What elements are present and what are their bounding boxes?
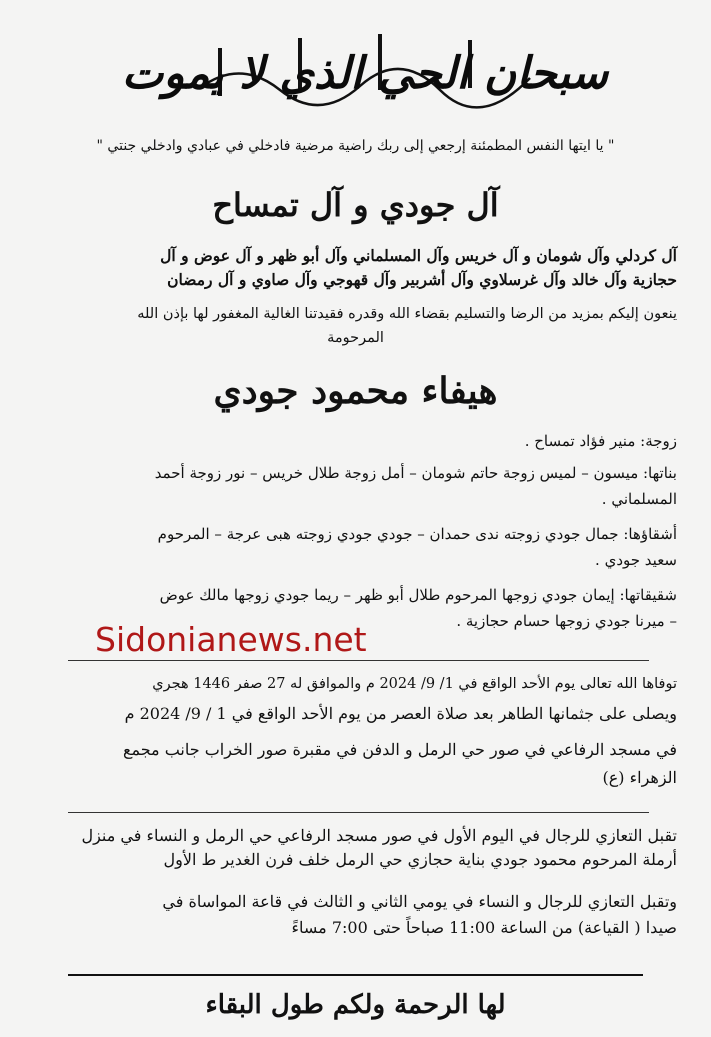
sisters-line-1: شقيقاتها: إيمان جودي زوجها المرحوم طلال أبو ظهر – ريما جودي زوجها مالك عوض — [159, 586, 677, 604]
mourning-line-2: المرحومة — [327, 330, 384, 346]
daughters-line-2: المسلماني . — [601, 490, 677, 508]
families-line-2: حجازية وآل خالد وآل غرسلاوي وآل أشربير وآل قهوجي وآل صاوي و آل رمضان — [167, 270, 677, 289]
divider-3 — [68, 974, 643, 976]
deceased-name: هيفاء محمود جودي — [213, 370, 498, 412]
families-title: آل جودي و آل تمساح — [212, 186, 499, 224]
prayer-line-2: في مسجد الرفاعي في صور حي الرمل و الدفن في مقبرة صور الخراب جانب مجمع — [122, 740, 677, 759]
site-watermark: Sidonianews.net — [95, 620, 367, 659]
condolence-line-1: تقبل التعازي للرجال في اليوم الأول في صور مسجد الرفاعي حي الرمل و النساء في منزل — [81, 826, 677, 845]
brothers-line-2: سعيد جودي . — [595, 551, 677, 569]
closing-line: لها الرحمة ولكم طول البقاء — [205, 990, 506, 1020]
daughters-line-1: بناتها: ميسون – لميس زوجة حاتم شومان – أمل زوجة طلال خريس – نور زوجة أحمد — [154, 464, 677, 482]
husband-line: زوجة: منير فؤاد تمساح . — [524, 432, 677, 450]
families-line-1: آل كردلي وآل شومان و آل خريس وآل المسلماني وآل أبو ظهر و آل عوض و آل — [160, 246, 677, 265]
mourning-line-1: ينعون إليكم بمزيد من الرضا والتسليم بقضاء الله وقدره فقيدتنا الغالية المغفور لها بإذن الله — [137, 306, 677, 322]
sisters-line-2: – ميرنا جودي زوجها حسام حجازية . — [456, 612, 677, 630]
prayer-line-3: الزهراء (ع) — [602, 768, 677, 787]
brothers-line-1: أشقاؤها: جمال جودي زوجته ندى حمدان – جودي جودي زوجته هبى عرجة – المرحوم — [157, 525, 677, 543]
condolence-line-3: وتقبل التعازي للرجال و النساء في يومي الثاني و الثالث في قاعة المواساة في — [162, 892, 677, 911]
quran-verse: " يا ايتها النفس المطمئنة إرجعي إلى ربك راضية مرضية فادخلي في عبادي وادخلي جنتي " — [96, 138, 615, 154]
divider-2 — [68, 812, 649, 813]
calligraphy-text: سبحان الحي الذي لا يموت — [121, 48, 609, 99]
death-line: توفاها الله تعالى يوم الأحد الواقع في 1/ 9/ 2024 م والموافق له 27 صفر 1446 هجري — [152, 676, 677, 692]
prayer-line-1: ويصلى على جثمانها الطاهر بعد صلاة العصر من يوم الأحد الواقع في 1 / 9/ 2024 م — [124, 704, 677, 723]
condolence-line-2: أرملة المرحوم محمود جودي بناية حجازي حي الرمل خلف فرن الغدير ط الأول — [163, 850, 677, 869]
calligraphy-header — [121, 18, 609, 118]
calligraphy-svg — [121, 18, 609, 118]
condolence-line-4: صيدا ( القياعة) من الساعة 11:00 صباحاً حتى 7:00 مساءً — [291, 918, 677, 937]
divider-1 — [68, 660, 649, 661]
